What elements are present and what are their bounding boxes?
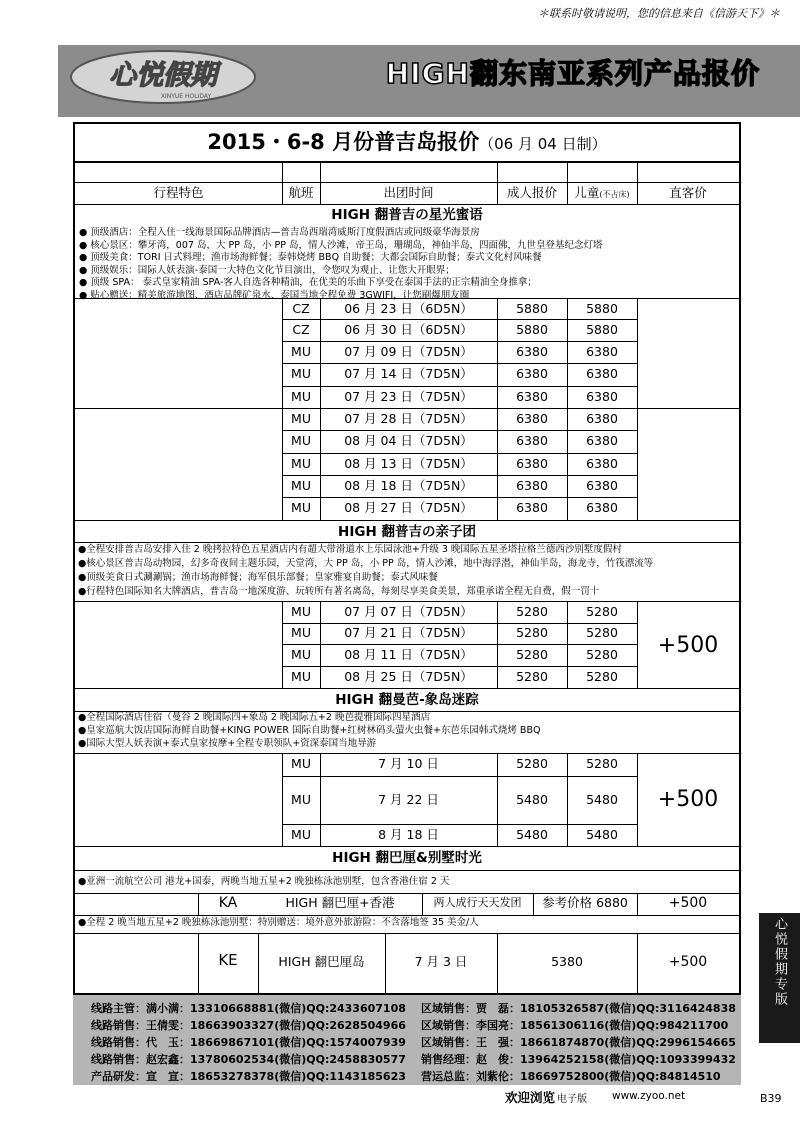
section-1-adult-price: 6380 (516, 366, 548, 381)
header-flight: 航班 (288, 185, 314, 200)
section-2-adult-price: 5280 (516, 669, 548, 684)
section-3-flight: MU (291, 792, 311, 807)
section-1-date: 08 月 13 日（7D5N） (344, 456, 473, 471)
section-1-date: 08 月 04 日（7D5N） (344, 433, 473, 448)
section-3-adult-price: 5480 (516, 792, 548, 807)
section-2-child-price: 5280 (586, 669, 618, 684)
section-1-note: ● 顶级酒店：全程入住一线海景国际品牌酒店—普吉岛西瑞湾威斯汀度假酒店或同级豪华海景房 (79, 227, 480, 238)
section-1-child-price: 6380 (586, 411, 618, 426)
section-1-flight: MU (291, 389, 311, 404)
section-1-note: ● 核心景区：攀牙湾，007 岛，大 PP 岛，小 PP 岛，情人沙滩，帝王岛，珊瑚岛，神仙半岛，四面佛，九世皇登基纪念灯塔 (79, 239, 603, 251)
ka-schedule: 两人成行天天发团 (433, 896, 522, 909)
section-1-title: HIGH 翻普吉の星光蜜语 (331, 207, 483, 223)
section-4-title: HIGH 翻巴厘&别墅时光 (332, 850, 482, 866)
section-3-note: ●皇家巡航大饭店国际海鲜自助餐+KING POWER 国际自助餐+红树林码头萤火虫餐+东芭乐园韩式烧烤 BBQ (78, 725, 541, 736)
section-1-child-price: 6380 (586, 389, 618, 404)
section-1-note: ● 贴心赠送：精美旅游地图、酒店品牌矿泉水、泰国当地全程免费 3GWIFI，让您刷爆朋友圈 (79, 289, 470, 301)
section-2-note: ●行程特色国际知名大牌酒店，普吉岛一地深度游、玩转所有著名离岛，每刻尽享美食美景，郑重承诺全程无自费，假一罚十 (78, 586, 600, 597)
section-2-flight: MU (291, 625, 311, 640)
section-1-flight: MU (291, 433, 311, 448)
contact-right: 区域销售：王 强：18661874870(微信)QQ:2996154665 (421, 1036, 736, 1049)
section-3-adult-price: 5480 (516, 827, 548, 842)
header-adult: 成人报价 (506, 185, 557, 200)
ka-flight: KA (218, 895, 238, 911)
section-1-note: ● 顶级 SPA： 泰式皇家精油 SPA-客人自选各种精油，在优美的乐曲下享受在泰国手法的正宗精油全身推拿； (79, 277, 537, 288)
ke-price: 5380 (551, 954, 583, 969)
ke-date: 7 月 3 日 (414, 954, 468, 969)
section-1-flight: MU (291, 366, 311, 381)
section-2-flight: MU (291, 647, 311, 662)
section-2-adult-price: 5280 (516, 604, 548, 619)
section-3-title: HIGH 翻曼芭-象岛迷踪 (335, 692, 479, 708)
ke-product-name: HIGH 翻巴厘岛 (278, 954, 365, 969)
section-1-flight: MU (291, 411, 311, 426)
section-3-date: 7 月 10 日 (378, 756, 439, 771)
contact-right: 区域销售：贾 磊：18105326587(微信)QQ:3116424838 (421, 1002, 736, 1015)
section-3-child-price: 5280 (586, 756, 618, 771)
section-1-date: 06 月 23 日（6D5N） (344, 301, 473, 316)
section-1-note: ● 顶级美食：TORI 日式料理；渔市场海鲜餐；泰韩烧烤 BBQ 自助餐；大都会国际自助餐；泰式文化村风味餐 (79, 252, 542, 263)
section-3-direct-price: +500 (657, 787, 719, 812)
section-1-child-price: 6380 (586, 456, 618, 471)
section-2-direct-price: +500 (657, 633, 719, 658)
section-2-title: HIGH 翻普吉の亲子团 (338, 524, 476, 540)
section-2-adult-price: 5280 (516, 625, 548, 640)
section-1-flight: MU (291, 478, 311, 493)
section-1-adult-price: 6380 (516, 344, 548, 359)
section-3-date: 7 月 22 日 (378, 792, 439, 807)
section-3-flight: MU (291, 827, 311, 842)
footer-site-link[interactable]: www.zyoo.net (612, 1090, 686, 1102)
contact-left: 线路主管：满小满：13310668881(微信)QQ:2433607108 (91, 1002, 406, 1015)
logo-text: 心悦假期 (109, 60, 217, 91)
section-3-date: 8 月 18 日 (378, 827, 439, 842)
section-2-child-price: 5280 (586, 647, 618, 662)
logo-graphic (68, 46, 258, 108)
section-1-child-price: 5880 (586, 322, 618, 337)
contact-left: 线路销售：代 玉：18669867101(微信)QQ:1574007939 (91, 1036, 406, 1049)
section-1-adult-price: 5880 (516, 322, 548, 337)
table-title-note: （06 月 04 日制） (479, 135, 607, 153)
footer-welcome-text: 欢迎浏览 (505, 1090, 556, 1105)
section-4-note: ●亚洲一流航空公司 港龙+国泰，两晚当地五星+2 晚独栋泳池别墅，包含香港住宿 2 天 (78, 876, 450, 887)
section-2-date: 07 月 21 日（7D5N） (344, 625, 473, 640)
price-table (73, 122, 741, 995)
section-1-child-price: 6380 (586, 366, 618, 381)
page-headline: HIGH翻东南亚系列产品报价 (385, 57, 760, 90)
contact-left: 线路销售：赵宏鑫：13780602534(微信)QQ:2458830577 (91, 1053, 406, 1066)
section-1-date: 07 月 23 日（7D5N） (344, 389, 473, 404)
header-child-note: (不占床) (599, 190, 630, 199)
ke-flight: KE (218, 951, 238, 969)
header-date: 出团时间 (383, 185, 434, 200)
contact-left: 产品研发：宣 宣：18653278378(微信)QQ:1143185623 (91, 1070, 406, 1083)
section-2-note: ●核心景区普吉岛动物园，幻多奇夜间主题乐园，天堂湾，大 PP 岛，小 PP 岛，情人沙滩，地中海浮潜，神仙半岛，海龙寺，竹筏漂流等 (78, 558, 654, 569)
ka-product-name: HIGH 翻巴厘+香港 (285, 895, 395, 910)
contact-left: 线路销售：王倩雯：18663903327(微信)QQ:2628504966 (91, 1019, 406, 1032)
section-1-date: 08 月 27 日（7D5N） (344, 500, 473, 515)
brand-logo (68, 46, 258, 108)
section-1-adult-price: 6380 (516, 389, 548, 404)
ka-reference-price: 参考价格 6880 (542, 895, 628, 910)
section-2-date: 07 月 07 日（7D5N） (344, 604, 473, 619)
section-1-date: 07 月 09 日（7D5N） (344, 344, 473, 359)
section-1-date: 07 月 14 日（7D5N） (344, 366, 473, 381)
logo-subtext: XINYUE HOLIDAY (160, 93, 212, 100)
section-2-child-price: 5280 (586, 625, 618, 640)
section-3-note: ●国际大型人妖表演+泰式皇家按摩+全程专职领队+资深泰国当地导游 (78, 738, 377, 749)
section-3-child-price: 5480 (586, 827, 618, 842)
side-tab (759, 913, 800, 1043)
section-1-flight: MU (291, 500, 311, 515)
contact-right: 营运总监：刘紫伦：18669752800(微信)QQ:84814510 (421, 1070, 721, 1083)
section-1-flight: CZ (292, 322, 310, 337)
info-source-notice: ＊联系时敬请说明，您的信息来自《信游天下》＊ (538, 7, 780, 20)
section-1-flight: CZ (292, 301, 310, 316)
footer-welcome-sub: 电子版 (557, 1094, 588, 1105)
section-2-child-price: 5280 (586, 604, 618, 619)
section-2-date: 08 月 11 日（7D5N） (344, 647, 473, 662)
section-4-note: ●全程 2 晚当地五星+2 晚独栋泳池别墅：特别赠送：境外意外旅游险：不含落地签 35 美金/人 (78, 917, 479, 928)
section-1-child-price: 6380 (586, 344, 618, 359)
section-1-flight: MU (291, 456, 311, 471)
section-2-date: 08 月 25 日（7D5N） (344, 669, 473, 684)
section-3-child-price: 5480 (586, 792, 618, 807)
header-child-label: 儿童 (574, 185, 600, 200)
page-number: B39 (760, 1092, 782, 1105)
section-1-adult-price: 6380 (516, 500, 548, 515)
table-title (75, 124, 739, 161)
section-1-child-price: 6380 (586, 433, 618, 448)
contact-right: 销售经理：赵 俊：13964252158(微信)QQ:1093399432 (421, 1053, 736, 1066)
section-1-date: 06 月 30 日（6D5N） (344, 322, 473, 337)
section-3-note: ●全程国际酒店住宿（曼谷 2 晚国际四+象岛 2 晚国际五+2 晚芭提雅国际四星酒店 (78, 712, 430, 723)
section-1-child-price: 6380 (586, 478, 618, 493)
header-child (567, 183, 637, 205)
section-3-flight: MU (291, 756, 311, 771)
section-1-note: ● 顶级娱乐：国际人妖表演-泰国一大特色文化节目演出，令您叹为观止、让您大开眼界； (79, 264, 455, 276)
section-1-adult-price: 6380 (516, 411, 548, 426)
section-1-adult-price: 6380 (516, 478, 548, 493)
section-2-flight: MU (291, 669, 311, 684)
table-title-text: 2015・6-8 月份普吉岛报价 (207, 130, 480, 154)
section-1-adult-price: 6380 (516, 456, 548, 471)
section-1-date: 08 月 18 日（7D5N） (344, 478, 473, 493)
section-2-note: ●顶级美食日式涮涮锅；渔市场海鲜餐；海军俱乐部餐；皇家雅宴自助餐；泰式风味餐 (78, 572, 438, 583)
section-1-child-price: 5880 (586, 301, 618, 316)
contact-right: 区域销售：李国亮：18561306116(微信)QQ:984211700 (421, 1019, 729, 1032)
section-1-adult-price: 5880 (516, 301, 548, 316)
footer-welcome (505, 1088, 587, 1106)
section-1-date: 07 月 28 日（7D5N） (344, 411, 473, 426)
section-2-flight: MU (291, 604, 311, 619)
contacts-band (73, 995, 741, 1085)
header-direct: 直客价 (669, 185, 707, 200)
header-feature: 行程特色 (153, 185, 204, 200)
ke-direct-price: +500 (668, 954, 708, 970)
ka-direct-price: +500 (668, 895, 708, 911)
section-1-flight: MU (291, 344, 311, 359)
section-2-note: ●全程安排普吉岛安排入住 2 晚拷拉特色五星酒店内有超大带滑道水上乐园泳池+升级 3 晚国际五星圣塔拉格兰德西沙别墅度假村 (78, 544, 622, 555)
section-2-adult-price: 5280 (516, 647, 548, 662)
section-1-adult-price: 6380 (516, 433, 548, 448)
section-1-child-price: 6380 (586, 500, 618, 515)
section-3-adult-price: 5280 (516, 756, 548, 771)
side-tab-text: 心悦假期专版 (772, 917, 787, 1007)
